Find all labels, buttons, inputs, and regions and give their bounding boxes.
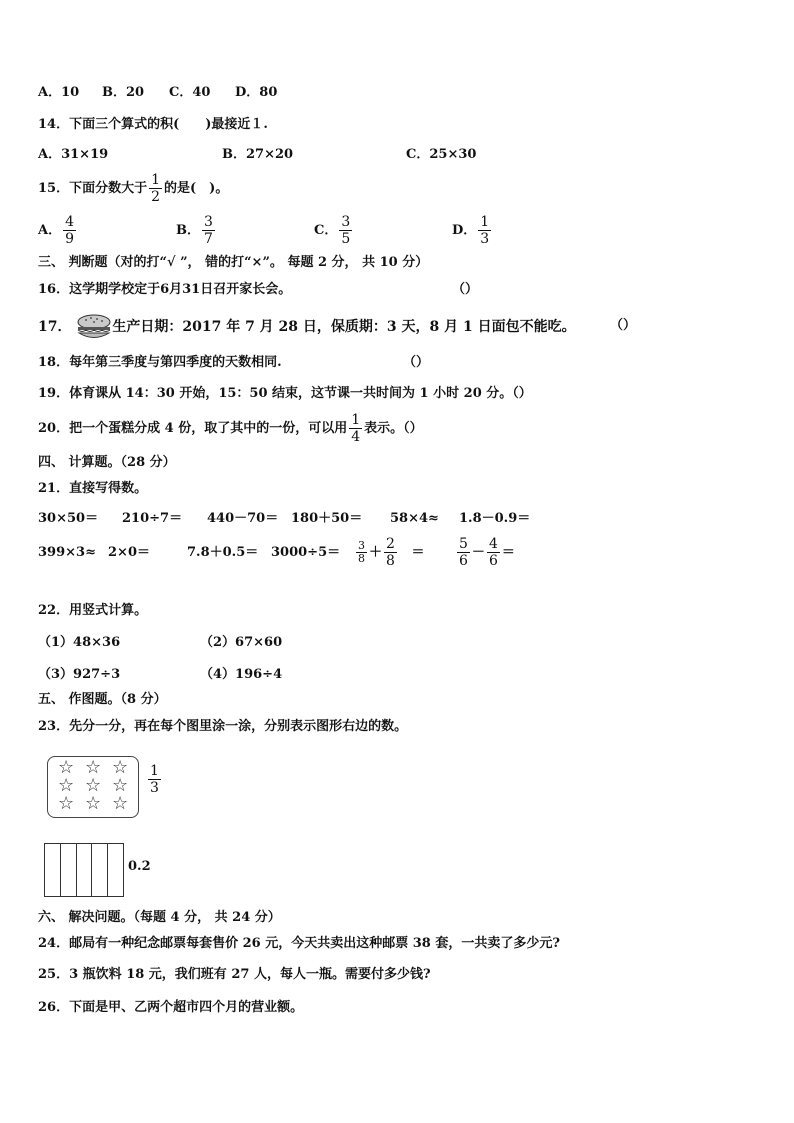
equals-sign: ＝ <box>411 545 425 560</box>
bracket-open: （ <box>403 355 417 370</box>
q15-fraction <box>149 172 162 205</box>
q15-option-d <box>452 214 493 247</box>
star-icon: ☆ <box>85 793 102 814</box>
bar-strip-figure[interactable] <box>44 843 124 897</box>
q15-text-before: 15．下面分数大于 <box>38 181 148 196</box>
star-grid-figure[interactable] <box>47 756 139 818</box>
fraction-denominator: 3 <box>480 231 490 247</box>
q17-text: 生产日期：2017 年 7 月 28 日，保质期：3 天，8 月 1 日面包不能吃。 <box>112 319 576 335</box>
star-icon: ☆ <box>112 793 129 814</box>
q23-text: 23．先分一分，再在每个图里涂一涂，分别表示图形右边的数。 <box>38 719 408 734</box>
q21-row1-item: 58×4≈ <box>390 511 439 526</box>
option-label: A． <box>38 223 62 238</box>
star-icon: ☆ <box>58 775 75 796</box>
option-label: B． <box>176 223 200 238</box>
fraction-numerator: 4 <box>488 536 498 552</box>
q20-answer-bracket[interactable] <box>403 421 423 436</box>
star-icon: ☆ <box>112 757 129 778</box>
q13-option-c: C．40 <box>169 85 211 100</box>
bracket-close: ） <box>416 355 430 370</box>
star-icon: ☆ <box>58 757 75 778</box>
q19-answer-bracket[interactable] <box>512 386 532 401</box>
q17-line <box>38 314 576 340</box>
q22-item: （2）67×60 <box>200 635 283 650</box>
q16-text: 16．这学期学校定于6月31日召开家长会。 <box>38 282 292 297</box>
fraction-denominator: 8 <box>358 552 365 565</box>
q21-row1-item: 210÷7＝ <box>122 511 183 526</box>
fraction-numerator: 3 <box>204 214 213 230</box>
q21-row1-item: 1.8－0.9＝ <box>459 511 531 526</box>
fraction-numerator: 1 <box>351 412 361 428</box>
q20-text-after: 表示。 <box>364 421 404 436</box>
option-label: C． <box>314 223 338 238</box>
q24-text: 24．邮局有一种纪念邮票每套售价 26 元，今天共卖出这种邮票 38 套，一共卖了多少元? <box>38 936 560 951</box>
q15-text-after: 的是( )。 <box>164 181 229 196</box>
section-3-heading: 三、 判断题（对的打“√ ”， 错的打“×”。 每题 2 分， 共 10 分） <box>38 255 429 270</box>
q21-row2-item: 399×3≈ <box>38 545 96 560</box>
fraction-denominator: 5 <box>341 231 351 247</box>
bar-segment[interactable] <box>92 844 108 896</box>
q23-decimal-label: 0.2 <box>128 859 151 874</box>
fraction-denominator: 6 <box>488 553 498 569</box>
fraction <box>384 536 397 569</box>
q18-answer-bracket[interactable] <box>403 354 429 372</box>
q14-option-c: C．25×30 <box>406 147 477 162</box>
fraction-numerator: 1 <box>150 763 159 779</box>
star-icon: ☆ <box>85 757 102 778</box>
equals-sign: ＝ <box>501 545 515 560</box>
fraction-numerator: 4 <box>65 214 75 230</box>
q15-option-a <box>38 214 78 247</box>
fraction-numerator: 2 <box>386 536 395 552</box>
fraction-denominator: 8 <box>386 553 395 569</box>
q21-fraction-expression-1 <box>354 536 424 569</box>
bracket-open: （ <box>452 282 466 297</box>
burger-icon <box>76 314 112 340</box>
q21-row1-item: 30×50＝ <box>38 511 99 526</box>
fraction-denominator: 4 <box>351 429 361 445</box>
fraction-numerator: 1 <box>480 214 490 230</box>
fraction <box>487 536 500 569</box>
fraction-numerator: 3 <box>341 214 351 230</box>
star-icon: ☆ <box>112 775 129 796</box>
q16-answer-bracket[interactable] <box>452 281 478 299</box>
q14-option-b: B．27×20 <box>222 147 294 162</box>
q22-text: 22．用竖式计算。 <box>38 603 148 618</box>
fraction-numerator: 3 <box>358 539 365 552</box>
bracket-close: ） <box>518 386 532 401</box>
bracket-open: （ <box>610 318 624 333</box>
q23-fraction-label <box>146 763 163 796</box>
q17-label: 17． <box>38 319 72 335</box>
operator: － <box>471 545 485 560</box>
q15-option-c <box>314 214 354 247</box>
q13-option-d: D．80 <box>235 85 278 100</box>
bar-segment[interactable] <box>45 844 61 896</box>
fraction-denominator: 2 <box>151 189 161 205</box>
q19-line <box>38 385 532 403</box>
fraction-denominator: 7 <box>204 231 213 247</box>
bar-segment[interactable] <box>108 844 123 896</box>
fraction-denominator: 3 <box>150 780 159 796</box>
q20-text-before: 20．把一个蛋糕分成 4 份，取了其中的一份，可以用 <box>38 421 348 436</box>
q21-text: 21．直接写得数。 <box>38 481 148 496</box>
star-icon: ☆ <box>58 793 75 814</box>
fraction-numerator: 5 <box>459 536 468 552</box>
q21-row1-item: 180＋50＝ <box>291 511 363 526</box>
section-5-heading: 五、 作图题。（8 分） <box>38 692 167 707</box>
fraction <box>457 536 470 569</box>
q26-text: 26．下面是甲、乙两个超市四个月的营业额。 <box>38 1000 304 1015</box>
operator: ＋ <box>369 545 383 560</box>
q19-text: 19．体育课从 14：30 开始，15：50 结束，这节课一共时间为 1 小时 20 分。 <box>38 386 513 401</box>
q18-text: 18．每年第三季度与第四季度的天数相同. <box>38 355 282 370</box>
q13-option-a: A．10 <box>38 85 80 100</box>
bracket-open: （ <box>403 421 410 436</box>
bracket-open: （ <box>512 386 519 401</box>
fraction-numerator: 1 <box>151 172 161 188</box>
fraction <box>148 763 161 796</box>
q20-fraction <box>349 412 362 445</box>
fraction <box>356 540 367 565</box>
option-fraction <box>339 214 352 247</box>
option-fraction <box>202 214 215 247</box>
q22-item: （3）927÷3 <box>38 667 121 682</box>
q21-fraction-expression-2 <box>455 536 515 569</box>
fraction-denominator: 9 <box>65 231 75 247</box>
q21-row2-item: 2×0＝ <box>108 545 150 560</box>
q13-option-b: B．20 <box>102 85 145 100</box>
q22-item: （1）48×36 <box>38 635 121 650</box>
section-6-heading: 六、 解决问题。（每题 4 分， 共 24 分） <box>38 910 281 925</box>
bracket-close: ） <box>623 318 637 333</box>
bracket-close: ） <box>465 282 479 297</box>
q15-line <box>38 172 228 205</box>
star-icon: ☆ <box>85 775 102 796</box>
q14-text: 14．下面三个算式的积( )最接近１. <box>38 117 268 132</box>
option-fraction <box>63 214 76 247</box>
q20-line <box>38 412 423 445</box>
q21-row1-item: 440－70＝ <box>207 511 279 526</box>
q21-row2-item: 3000÷5＝ <box>271 545 341 560</box>
q17-answer-bracket[interactable] <box>610 317 636 335</box>
section-4-heading: 四、 计算题。（28 分） <box>38 455 176 470</box>
bar-segment[interactable] <box>61 844 77 896</box>
fraction-denominator: 6 <box>459 553 468 569</box>
q22-item: （4）196÷4 <box>200 667 283 682</box>
option-label: D． <box>452 223 477 238</box>
option-fraction <box>478 214 491 247</box>
q25-text: 25．3 瓶饮料 18 元，我们班有 27 人，每人一瓶。需要付多少钱? <box>38 967 431 982</box>
q15-option-b <box>176 214 217 247</box>
bar-segment[interactable] <box>77 844 93 896</box>
q14-option-a: A．31×19 <box>38 147 109 162</box>
q21-row2-item: 7.8＋0.5＝ <box>187 545 259 560</box>
bracket-close: ） <box>409 421 423 436</box>
